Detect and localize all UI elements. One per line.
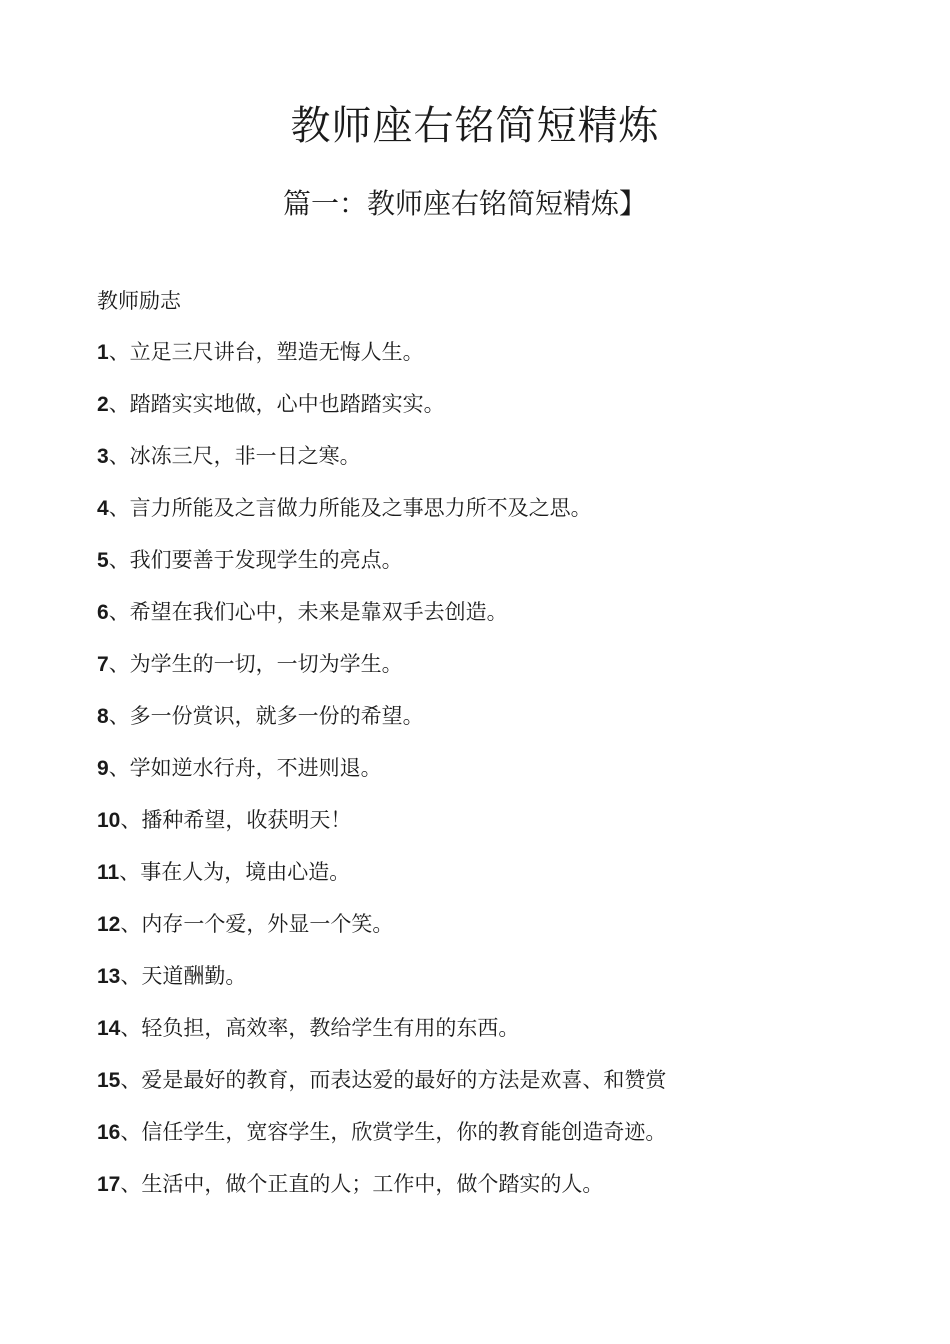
- item-text: 、我们要善于发现学生的亮点。: [108, 548, 403, 572]
- item-text: 、爱是最好的教育，而表达爱的最好的方法是欢喜、和赞赏: [120, 1068, 667, 1092]
- item-text: 、踏踏实实地做，心中也踏踏实实。: [108, 392, 445, 416]
- list-item: [97, 597, 897, 649]
- list-item: [97, 1117, 897, 1169]
- item-number: 3: [97, 445, 109, 468]
- item-text: 、多一份赏识，就多一份的希望。: [108, 704, 424, 728]
- motto-list: [97, 337, 897, 1221]
- item-number: 14: [97, 1017, 121, 1040]
- list-item: [97, 1013, 897, 1065]
- item-number: 9: [97, 757, 109, 780]
- item-text: 、轻负担，高效率，教给学生有用的东西。: [120, 1016, 520, 1040]
- item-number: 1: [97, 341, 109, 364]
- item-text: 、冰冻三尺，非一日之寒。: [108, 444, 361, 468]
- item-number: 4: [97, 497, 109, 520]
- list-item: [97, 805, 897, 857]
- list-item: [97, 389, 897, 441]
- document-subtitle: 篇一：教师座右铭简短精炼】: [282, 187, 647, 220]
- list-item: [97, 701, 897, 753]
- item-text: 、天道酬勤。: [120, 964, 247, 988]
- list-item: [97, 493, 897, 545]
- item-number: 10: [97, 809, 121, 832]
- item-number: 16: [97, 1121, 121, 1144]
- list-item: [97, 961, 897, 1013]
- list-item: [97, 909, 897, 961]
- list-item: [97, 1065, 897, 1117]
- item-text: 、事在人为，境由心造。: [119, 860, 351, 884]
- list-item: [97, 337, 897, 389]
- list-item: [97, 753, 897, 805]
- item-number: 13: [97, 965, 121, 988]
- document-title: 教师座右铭简短精炼: [290, 103, 660, 149]
- item-number: 15: [97, 1069, 121, 1092]
- item-number: 12: [97, 913, 121, 936]
- list-item: [97, 441, 897, 493]
- section-label: 教师励志: [97, 289, 181, 313]
- item-text: 、播种希望，收获明天！: [120, 808, 352, 832]
- list-item: [97, 1169, 897, 1221]
- list-item: [97, 545, 897, 597]
- item-number: 17: [97, 1173, 121, 1196]
- list-item: [97, 649, 897, 701]
- item-number: 8: [97, 705, 109, 728]
- item-text: 、立足三尺讲台，塑造无悔人生。: [108, 340, 424, 364]
- item-number: 7: [97, 653, 109, 676]
- list-item: [97, 857, 897, 909]
- item-number: 11: [97, 861, 120, 884]
- item-text: 、学如逆水行舟，不进则退。: [108, 756, 382, 780]
- item-number: 2: [97, 393, 109, 416]
- item-text: 、信任学生，宽容学生，欣赏学生，你的教育能创造奇迹。: [120, 1120, 667, 1144]
- item-text: 、生活中，做个正直的人；工作中，做个踏实的人。: [120, 1172, 604, 1196]
- item-text: 、言力所能及之言做力所能及之事思力所不及之思。: [108, 496, 592, 520]
- item-number: 5: [97, 549, 109, 572]
- item-text: 、为学生的一切，一切为学生。: [108, 652, 403, 676]
- item-text: 、内存一个爱，外显一个笑。: [120, 912, 394, 936]
- item-number: 6: [97, 601, 109, 624]
- item-text: 、希望在我们心中，未来是靠双手去创造。: [108, 600, 508, 624]
